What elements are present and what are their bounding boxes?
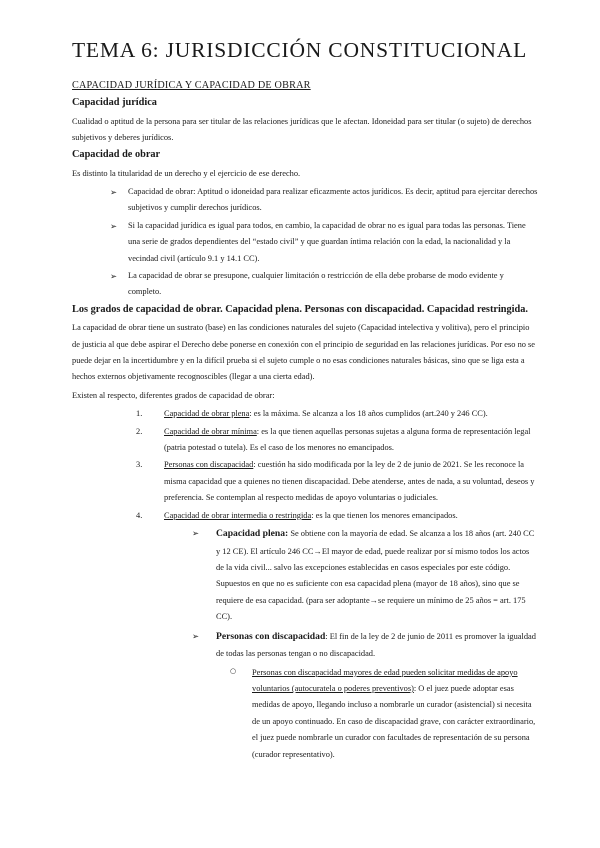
paragraph-obrar-intro: Es distinto la titularidad de un derecho y el ejercicio de ese derecho.: [72, 168, 301, 178]
arrow-bullet-icon: ➢: [192, 630, 200, 641]
paragraph-capacidad-juridica: Cualidad o aptitud de la persona para ser titular de las relaciones jurídicas que le afectan. Idoneidad para ser titular (o sujeto) de derechos subjetivos y deberes jurídicos.: [72, 116, 532, 142]
paragraph-existen: Existen al respecto, diferentes grados de capacidad de obrar:: [72, 390, 275, 400]
list-item: ➢ Si la capacidad jurídica es igual para todos, en cambio, la capacidad de obrar no es igual para todas las personas. Tiene una serie de grados dependientes del “estado civil” y que guardan íntima relación con la edad, la nacionalidad y la vecindad civil (artículo 9.1 y 14.1 CC).: [110, 218, 538, 267]
list-item: 1. Capacidad de obrar plena: es la máxima. Se alcanza a los 18 años cumplidos (art.240 y 246 CC).: [136, 409, 488, 419]
list-item: ➢ Capacidad de obrar: Aptitud o idoneidad para realizar eficazmente actos jurídicos. Es decir, aptitud para ejercitar derechos subjetivos y cumplir derechos jurídicos.: [110, 184, 538, 217]
list-item: ➢ La capacidad de obrar se presupone, cualquier limitación o restricción de ella debe probarse de modo evidente y completo.: [110, 268, 538, 301]
list-item: 4. Capacidad de obrar intermedia o restringida: es la que tienen los menores emancipados.: [136, 510, 458, 520]
grados-sub-list: [72, 525, 538, 763]
arrow-bullet-icon: ➢: [110, 187, 118, 198]
list-item: ○ Personas con discapacidad mayores de edad pueden solicitar medidas de apoyo voluntarios (autocuratela o poderes preventivos): O el juez puede adoptar esas medidas de apoyo, llegando incluso a nombrarle un curador (asistencial) si necesita de un apoyo continuado. En caso de discapacidad grave, con carácter extraordinario, el juez puede nombrarle un curador con facultades de representación de su persona (curador representativo).: [230, 666, 536, 759]
arrow-bullet-icon: ➢: [192, 527, 200, 538]
list-item: ➢ Capacidad plena: Se obtiene con la mayoría de edad. Se alcanza a los 18 años (art. 240 CC y 12 CE). El artículo 246 CC→El mayor de edad, puede realizar por sí mismo todos los actos de la vida civil... salvo las excepciones establecidas en casos especiales por este código. Supuestos en que no es suficiente con esa capacidad plena (mayor de 18 años), sino que se requiere de esa capacidad. (para ser adoptante→se requiere un mínimo de 25 años = art. 175 CC).: [192, 525, 538, 626]
circle-bullet-icon: ○: [230, 666, 237, 675]
grados-numbered-list: [72, 406, 538, 524]
list-item: 2. Capacidad de obrar mínima: es la que tienen aquellas personas sujetas a alguna forma de representación legal (patria potestad o tutela). Es el caso de los menores no emancipados.: [136, 426, 531, 452]
obrar-bullet-list: [72, 184, 538, 301]
section-title: CAPACIDAD JURÍDICA Y CAPACIDAD DE OBRAR: [72, 79, 311, 91]
paragraph-grados: La capacidad de obrar tiene un sustrato (base) en las condiciones naturales del sujeto (Capacidad intelectiva y volitiva), pero el principio de justicia al que debe aspirar el Derecho debe ponerse en conexión con el principio de seguridad en las relaciones jurídicas. Por eso no se puede dejar en la incertidumbre y en la difícil prueba si el sujeto cumple o no esas condiciones naturales básicas, sino que se liga esta a hechos externos objetivamente recognoscibles (llegar a una cierta edad).: [72, 323, 536, 382]
list-item: ➢ Personas con discapacidad: El fin de la ley de 2 de junio de 2011 es promover la igualdad de todas las personas tengan o no discapacidad. ○ Personas con discapacidad mayores de edad pueden solicitar medidas de apoyo voluntarios (autocuratela o poderes preventivos): O el juez puede adoptar esas medidas de apoyo, llegando incluso a nombrarle un curador (asistencial) si necesita de un apoyo continuado. En caso de discapacidad grave, con carácter extraordinario, el juez puede nombrarle un curador con facultades de representación de su persona (curador representativo).: [192, 628, 538, 763]
heading-capacidad-juridica: Capacidad jurídica: [72, 97, 157, 109]
list-item: 3. Personas con discapacidad: cuestión ha sido modificada por la ley de 2 de junio de 2021. Se les reconoce la misma capacidad que a quienes no tienen discapacidad. Debe atenderse, antes de nada, a su voluntad, deseos y preferencia. Se contemplan al respecto medidas de apoyo voluntarias o judiciales.: [136, 460, 535, 503]
discapacidad-sub-list: [216, 665, 538, 763]
heading-capacidad-obrar: Capacidad de obrar: [72, 149, 161, 161]
page-title: TEMA 6: JURISDICCIÓN CONSTITUCIONAL: [72, 38, 528, 62]
arrow-bullet-icon: ➢: [110, 220, 118, 231]
arrow-bullet-icon: ➢: [110, 271, 118, 282]
heading-grados: Los grados de capacidad de obrar. Capacidad plena. Personas con discapacidad. Capacidad restringida.: [72, 303, 528, 315]
